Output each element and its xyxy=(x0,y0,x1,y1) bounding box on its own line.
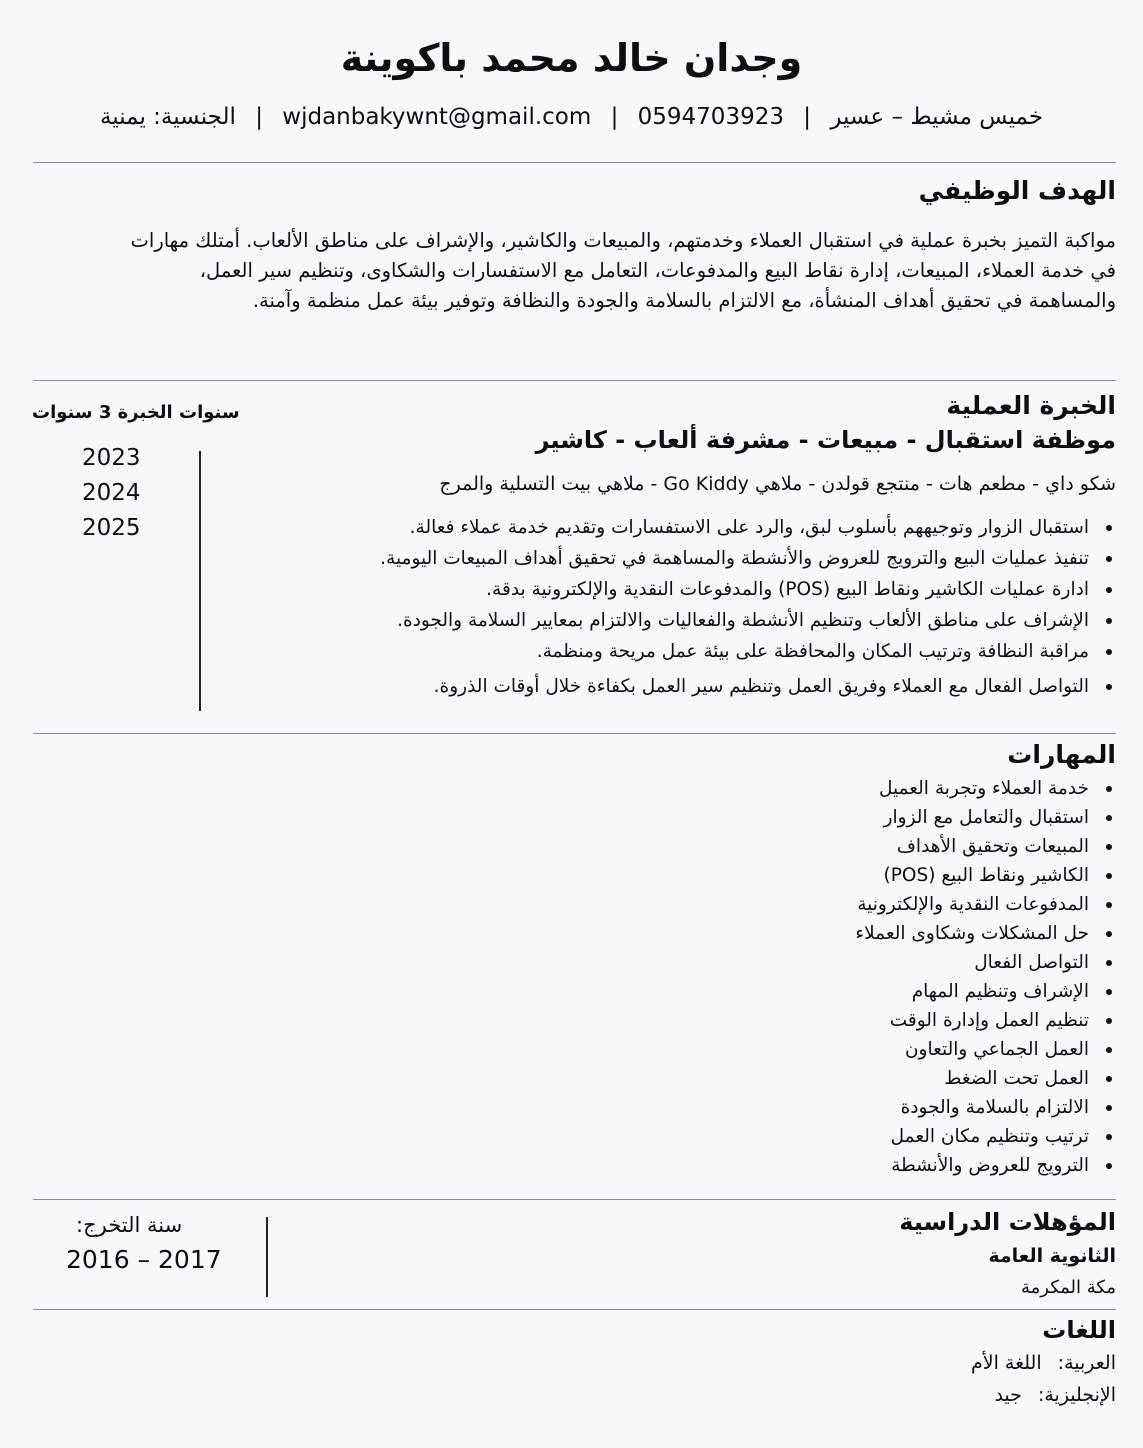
contact-location: خميس مشيط – عسير xyxy=(830,104,1044,130)
language-english xyxy=(994,1384,1116,1406)
contact-separator: | xyxy=(255,104,263,130)
list-item: استقبال الزوار وتوجيههم بأسلوب لبق، والرد على الاستفسارات وتقديم خدمة عملاء فعالة. xyxy=(296,512,1116,543)
contact-email: wjdanbakywnt@gmail.com xyxy=(282,104,592,130)
experience-timeline-line xyxy=(199,451,201,711)
candidate-name: وجدان خالد محمد باكوينة xyxy=(340,36,803,80)
skills-list xyxy=(616,774,1116,1180)
divider xyxy=(33,1199,1116,1200)
divider xyxy=(33,380,1116,381)
language-name: الإنجليزية: xyxy=(1037,1384,1116,1406)
experience-title: الخبرة العملية xyxy=(946,391,1116,420)
list-item: مراقبة النظافة وترتيب المكان والمحافظة على بيئة عمل مريحة ومنظمة. xyxy=(296,636,1116,667)
contact-nationality: الجنسية: يمنية xyxy=(99,104,236,130)
contact-separator: | xyxy=(610,104,619,130)
language-level: اللغة الأم xyxy=(970,1352,1042,1374)
language-arabic xyxy=(971,1352,1116,1374)
skill-item: العمل تحت الضغط xyxy=(616,1064,1116,1093)
list-item: الإشراف على مناطق الألعاب وتنظيم الأنشطة والفعاليات والالتزام بمعايير السلامة والجودة. xyxy=(296,605,1116,636)
experience-years xyxy=(82,441,182,546)
experience-years-label: سنوات الخبرة 3 سنوات xyxy=(32,402,240,423)
graduation-label: سنة التخرج: xyxy=(76,1213,183,1237)
objective-title: الهدف الوظيفي xyxy=(918,176,1116,205)
language-level: جيد xyxy=(994,1384,1022,1406)
skill-item: الكاشير ونقاط البيع (POS) xyxy=(616,861,1116,890)
skill-item: التواصل الفعال xyxy=(616,948,1116,977)
divider xyxy=(33,1309,1116,1310)
divider xyxy=(33,733,1116,734)
list-item: تنفيذ عمليات البيع والترويج للعروض والأنشطة والمساهمة في تحقيق أهداف المبيعات اليومية. xyxy=(296,543,1116,574)
skill-item: المدفوعات النقدية والإلكترونية xyxy=(616,890,1116,919)
language-name: العربية: xyxy=(1057,1352,1116,1374)
skill-item: المبيعات وتحقيق الأهداف xyxy=(616,832,1116,861)
contact-separator: | xyxy=(803,104,812,130)
skill-item: خدمة العملاء وتجربة العميل xyxy=(616,774,1116,803)
skill-item: استقبال والتعامل مع الزوار xyxy=(616,803,1116,832)
education-divider-line xyxy=(266,1217,268,1297)
skill-item: الترويج للعروض والأنشطة xyxy=(616,1151,1116,1180)
experience-year: 2023 xyxy=(82,445,141,471)
experience-bullets xyxy=(296,512,1116,702)
skill-item: العمل الجماعي والتعاون xyxy=(616,1035,1116,1064)
list-item: ادارة عمليات الكاشير ونقاط البيع (POS) والمدفوعات النقدية والإلكترونية بدقة. xyxy=(296,574,1116,605)
experience-role: موظفة استقبال - مبيعات - مشرفة ألعاب - كاشير xyxy=(535,426,1116,454)
education-degree: الثانوية العامة xyxy=(988,1245,1116,1267)
skills-title: المهارات xyxy=(1007,740,1116,769)
graduation-years: 2017 – 2016 xyxy=(66,1245,222,1274)
education-title: المؤهلات الدراسية xyxy=(899,1208,1116,1236)
contact-line xyxy=(0,104,1143,130)
experience-year: 2025 xyxy=(82,515,141,541)
skill-item: تنظيم العمل وإدارة الوقت xyxy=(616,1006,1116,1035)
objective-text: مواكبة التميز بخبرة عملية في استقبال العملاء وخدمتهم، والمبيعات والكاشير، والإشراف على مناطق الألعاب. أمتلك مهارات في خدمة العملاء، المبيعات، إدارة نقاط البيع والمدفوعات، التعامل مع الاستفسارات والشكاوى، وتنظيم سير العمل، والمساهمة في تحقيق أهداف المنشأة، مع الالتزام بالسلامة والجودة والنظافة وتوفير بيئة عمل منظمة وآمنة. xyxy=(130,229,1116,312)
skill-item: ترتيب وتنظيم مكان العمل xyxy=(616,1122,1116,1151)
languages-title: اللغات xyxy=(1042,1316,1116,1344)
skill-item: حل المشكلات وشكاوى العملاء xyxy=(616,919,1116,948)
education-city: مكة المكرمة xyxy=(1020,1277,1116,1298)
contact-phone: 0594703923 xyxy=(637,104,784,130)
skill-item: الالتزام بالسلامة والجودة xyxy=(616,1093,1116,1122)
divider xyxy=(33,162,1116,163)
list-item: التواصل الفعال مع العملاء وفريق العمل وتنظيم سير العمل بكفاءة خلال أوقات الذروة. xyxy=(296,671,1116,702)
skill-item: الإشراف وتنظيم المهام xyxy=(616,977,1116,1006)
experience-year: 2024 xyxy=(82,480,141,506)
experience-places: شكو داي - مطعم هات - منتجع قولدن - ملاهي Go Kiddy - ملاهي بيت التسلية والمرج xyxy=(439,473,1116,495)
